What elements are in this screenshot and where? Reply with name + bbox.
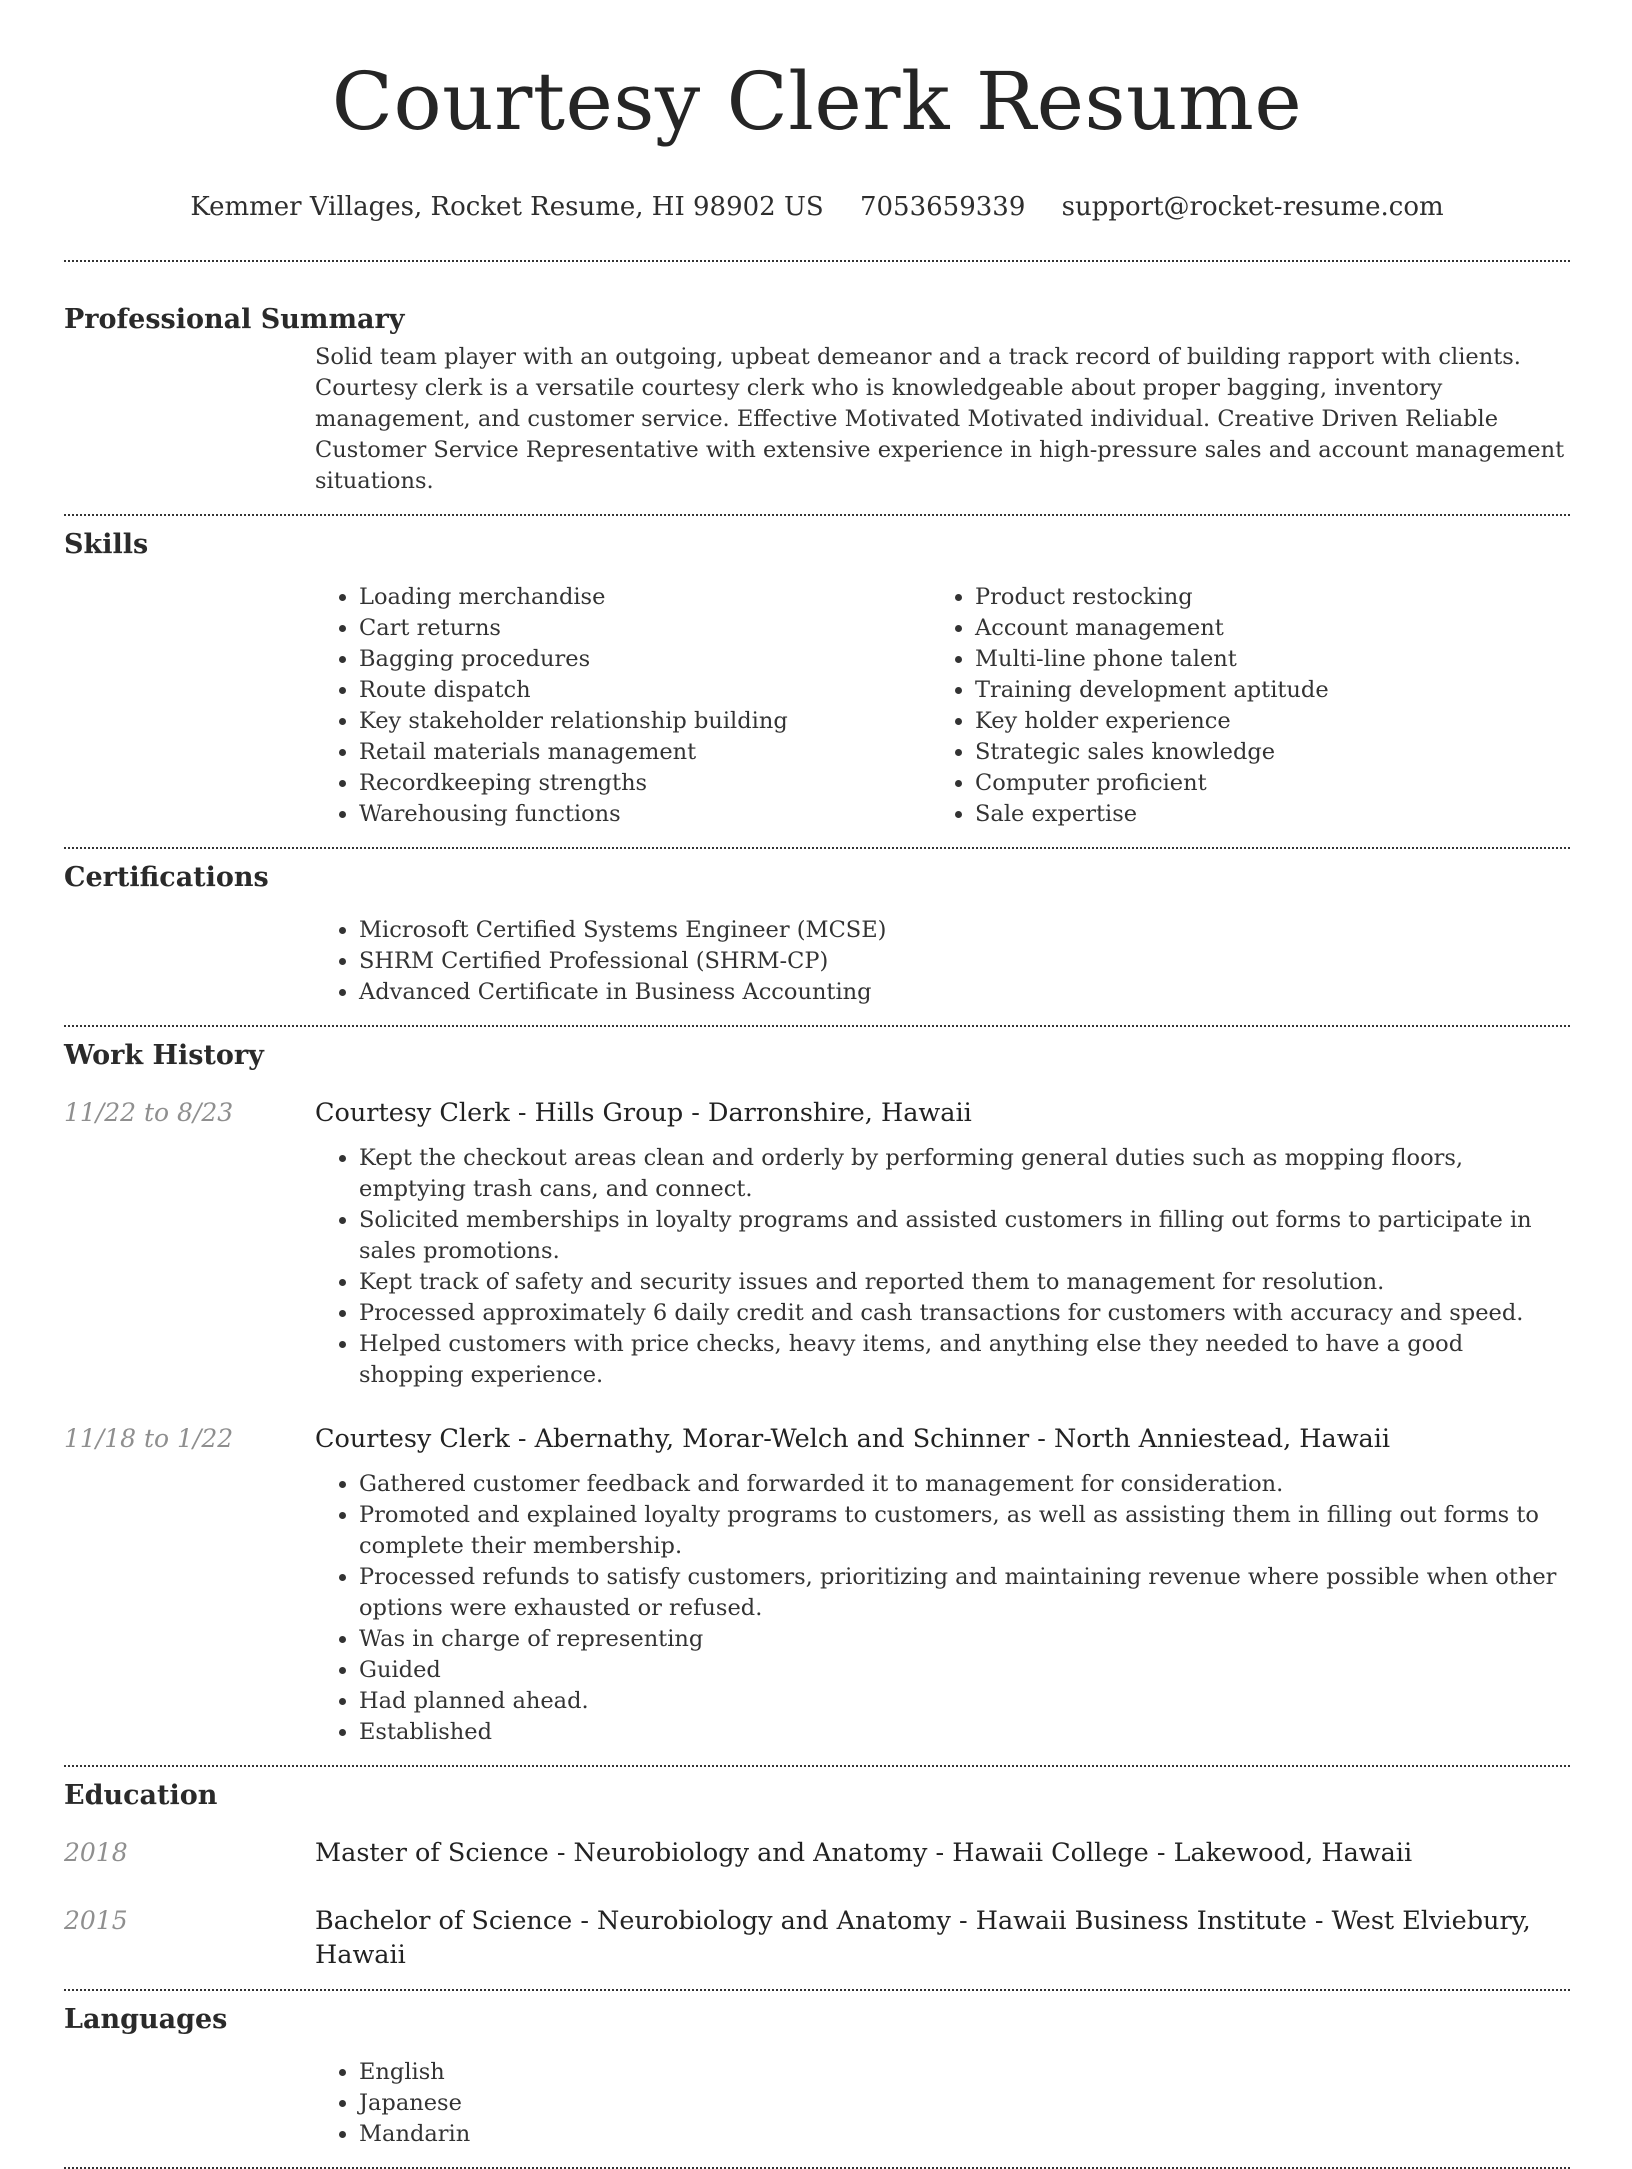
- language-item: • English: [359, 2057, 1570, 2088]
- job-entry: [64, 1096, 1570, 1391]
- certification-item: • Microsoft Certified Systems Engineer (MCSE): [359, 915, 1570, 946]
- job-bullet: • Helped customers with price checks, heavy items, and anything else they needed to have a good shopping experience.: [359, 1329, 1570, 1391]
- job-title: Courtesy Clerk - Hills Group - Darronshire, Hawaii: [315, 1098, 972, 1128]
- job-title: Courtesy Clerk - Abernathy, Morar-Welch and Schinner - North Anniestead, Hawaii: [315, 1424, 1391, 1454]
- divider: [64, 1765, 1570, 1767]
- section-title-languages: Languages: [64, 2004, 228, 2035]
- language-item: • Mandarin: [359, 2119, 1570, 2150]
- skill-item: • Key holder experience: [975, 706, 1547, 737]
- skill-item: • Cart returns: [359, 613, 931, 644]
- certification-item: • Advanced Certificate in Business Accounting: [359, 977, 1570, 1008]
- section-title-skills: Skills: [64, 529, 149, 560]
- section-title-summary: Professional Summary: [64, 304, 405, 335]
- job-bullets: [315, 1469, 1570, 1748]
- contact-phone: 7053659339: [859, 192, 1026, 222]
- job-bullet: • Guided: [359, 1655, 1570, 1686]
- skill-item: • Computer proficient: [975, 768, 1547, 799]
- language-item: • Japanese: [359, 2088, 1570, 2119]
- skill-item: • Key stakeholder relationship building: [359, 706, 931, 737]
- job-bullet: • Processed refunds to satisfy customers, prioritizing and maintaining revenue where possible when other options were exhausted or refused.: [359, 1562, 1570, 1624]
- divider: [64, 260, 1570, 262]
- section-work-history: [64, 1039, 1570, 1748]
- skills-list-right: [931, 582, 1547, 830]
- job-bullet: • Established: [359, 1717, 1570, 1748]
- section-skills: [64, 528, 1570, 830]
- skill-item: • Retail materials management: [359, 737, 931, 768]
- divider: [64, 1989, 1570, 1991]
- section-title-education: Education: [64, 1780, 218, 1811]
- skill-item: • Warehousing functions: [359, 799, 931, 830]
- section-title-certifications: Certifications: [64, 862, 269, 893]
- section-education: [64, 1779, 1570, 1972]
- skill-item: • Training development aptitude: [975, 675, 1547, 706]
- education-entry: [64, 1904, 1570, 1972]
- job-bullet: • Had planned ahead.: [359, 1686, 1570, 1717]
- job-bullet: • Processed approximately 6 daily credit and cash transactions for customers with accuracy and speed.: [359, 1298, 1570, 1329]
- section-summary: [64, 303, 1570, 497]
- education-year: 2015: [64, 1906, 128, 1935]
- education-entry: [64, 1836, 1570, 1870]
- summary-text: Solid team player with an outgoing, upbeat demeanor and a track record of building rapport with clients. Courtesy clerk is a versatile courtesy clerk who is knowledgeable about proper bagging, inventory management, and customer service. Effective Motivated Motivated individual. Creative Driven Reliable Customer Service Representative with extensive experience in high-pressure sales and account management situations.: [315, 344, 1565, 494]
- contact-email: support@rocket-resume.com: [1061, 192, 1444, 222]
- divider: [64, 1025, 1570, 1027]
- job-bullet: • Gathered customer feedback and forwarded it to management for consideration.: [359, 1469, 1570, 1500]
- skill-item: • Product restocking: [975, 582, 1547, 613]
- skill-item: • Strategic sales knowledge: [975, 737, 1547, 768]
- job-bullet-list: [315, 1143, 1570, 1391]
- skill-item: • Route dispatch: [359, 675, 931, 706]
- skills-list-left: [315, 582, 931, 830]
- job-bullets: [315, 1143, 1570, 1391]
- job-dates: 11/22 to 8/23: [64, 1098, 234, 1127]
- languages-list: [315, 2057, 1570, 2150]
- job-dates: 11/18 to 1/22: [64, 1424, 234, 1453]
- divider: [64, 847, 1570, 849]
- certifications-content: [315, 915, 1570, 1008]
- education-title: Master of Science - Neurobiology and Anatomy - Hawaii College - Lakewood, Hawaii: [315, 1838, 1413, 1868]
- skills-grid: [315, 582, 1570, 830]
- certification-item: • SHRM Certified Professional (SHRM-CP): [359, 946, 1570, 977]
- skill-item: • Recordkeeping strengths: [359, 768, 931, 799]
- education-title: Bachelor of Science - Neurobiology and Anatomy - Hawaii Business Institute - West Elviebury, Hawaii: [315, 1906, 1531, 1970]
- job-bullet: • Promoted and explained loyalty programs to customers, as well as assisting them in filling out forms to complete their membership.: [359, 1500, 1570, 1562]
- contact-line: [64, 190, 1570, 224]
- certifications-list: [315, 915, 1570, 1008]
- job-bullet-list: [315, 1469, 1570, 1748]
- skill-item: • Sale expertise: [975, 799, 1547, 830]
- skill-item: • Account management: [975, 613, 1547, 644]
- resume-page: [64, 0, 1570, 2169]
- section-certifications: [64, 861, 1570, 1008]
- skill-item: • Multi-line phone talent: [975, 644, 1547, 675]
- job-bullet: • Kept track of safety and security issues and reported them to management for resolution.: [359, 1267, 1570, 1298]
- skill-item: • Loading merchandise: [359, 582, 931, 613]
- job-entry: [64, 1422, 1570, 1748]
- resume-title: Courtesy Clerk Resume: [331, 55, 1303, 148]
- section-title-work-history: Work History: [64, 1040, 264, 1071]
- contact-address: Kemmer Villages, Rocket Resume, HI 98902 US: [190, 192, 824, 222]
- job-bullet: • Solicited memberships in loyalty programs and assisted customers in filling out forms to participate in sales promotions.: [359, 1205, 1570, 1267]
- section-languages: [64, 2003, 1570, 2150]
- job-bullet: • Was in charge of representing: [359, 1624, 1570, 1655]
- job-bullet: • Kept the checkout areas clean and orderly by performing general duties such as mopping floors, emptying trash cans, and connect.: [359, 1143, 1570, 1205]
- education-year: 2018: [64, 1838, 128, 1867]
- languages-content: [315, 2057, 1570, 2150]
- divider: [64, 514, 1570, 516]
- skill-item: • Bagging procedures: [359, 644, 931, 675]
